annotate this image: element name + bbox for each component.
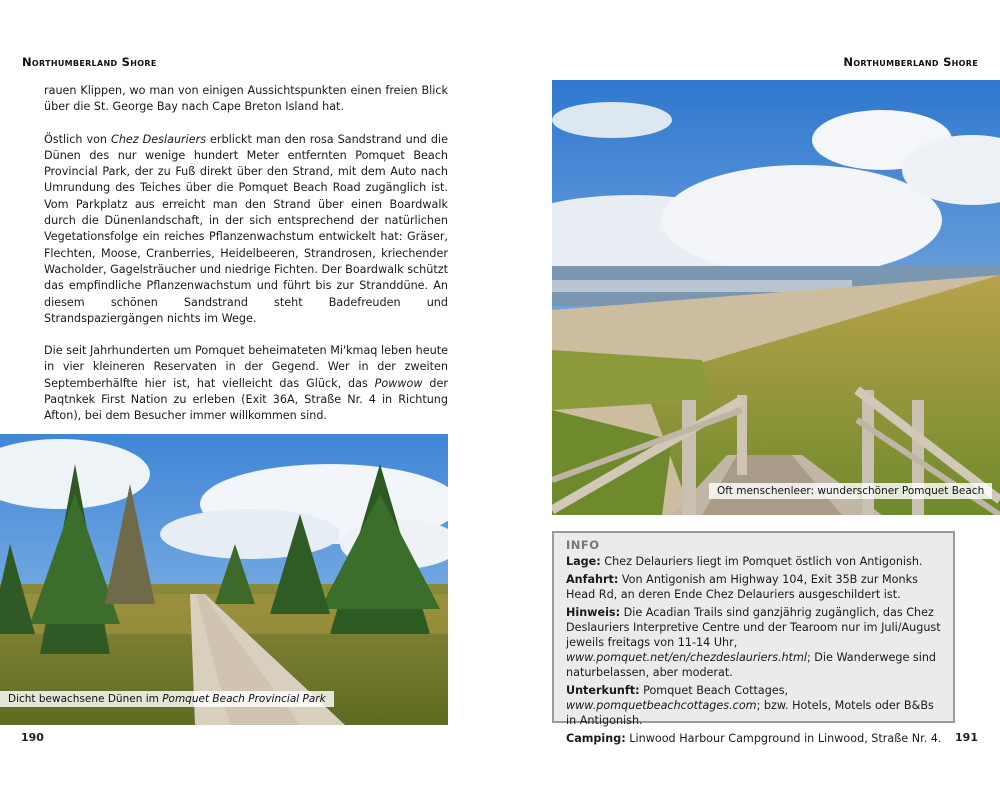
body-text xyxy=(44,83,448,441)
photo-dunes-boardwalk xyxy=(0,434,448,725)
pomquet-link[interactable]: www.pomquet.net/en/chezdeslauriers.html xyxy=(566,651,807,664)
info-anfahrt: Anfahrt: Von Antigonish am Highway 104, Exit 35B zur Monks Head Rd, an deren Ende Chez Delauriers ausgeschildert ist. xyxy=(566,573,918,601)
caption-beach: Oft menschenleer: wunderschöner Pomquet Beach xyxy=(709,483,992,499)
photo-pomquet-beach xyxy=(552,80,1000,515)
running-head-left: Northumberland Shore xyxy=(22,55,157,69)
info-title: INFO xyxy=(566,538,600,552)
info-camping: Camping: Linwood Harbour Campground in Linwood, Straße Nr. 4. xyxy=(566,732,942,745)
info-unterkunft: Unterkunft: Pomquet Beach Cottages, www.pomquetbeachcottages.com; bzw. Hotels, Motels oder B&Bs in Antigonish. xyxy=(566,684,934,727)
page-number-right: 191 xyxy=(955,731,978,744)
paragraph-1: rauen Klippen, wo man von einigen Aussichtspunkten einen freien Blick über die St. George Bay nach Cape Breton Island hat. xyxy=(44,84,448,114)
paragraph-3: Die seit Jahrhunderten um Pomquet beheimateten Mi'kmaq leben heute in vier kleineren Reservaten in der Gegend. Wer in der zweiten Septemberhälfte hier ist, hat vielleicht das Glück, das Powwow der Paqtnkek First Nation zu erleben (Exit 36A, Straße Nr. 4 in Richtung Afton), bei dem Besucher immer willkommen sind. xyxy=(44,344,449,423)
cottages-link[interactable]: www.pomquetbeachcottages.com xyxy=(566,699,757,712)
info-hinweis: Hinweis: Die Acadian Trails sind ganzjährig zugänglich, das Chez Deslauriers Interpretive Centre und der Tearoom nur im Juli/August jeweils freitags von 11-14 Uhr, www.pomquet.net/en/chezdeslauriers.html; Die Wanderwege sind naturbelassen, aber moderat. xyxy=(566,606,941,679)
paragraph-2: Östlich von Chez Deslauriers erblickt man den rosa Sandstrand und die Dünen des nur wenige hundert Meter entfernten Pomquet Beach Provincial Park, der zu Fuß direkt über den Strand, mit dem Auto nach Umrundung des Teiches über die Pomquet Beach Road zugänglich ist. Vom Parkplatz aus erreicht man den Strand über einen Boardwalk durch die Dünenlandschaft, in der sich entsprechend der natürlichen Vegetationsfolge ein reiches Pflanzenwachstum entwickelt hat: Gräser, Flechten, Moose, Cranberries, Heidelbeeren, Strandrosen, kriechender Wacholder, Gagelsträucher und niedrige Fichten. Der Boardwalk schützt das empfindliche Pflanzenwachstum und führt bis zur Stranddüne. An diesem schönen Sandstrand steht Badefreuden und Strandspaziergängen nichts im Wege. xyxy=(44,132,448,325)
info-lage: Lage: Chez Delauriers liegt im Pomquet östlich von Antigonish. xyxy=(566,555,923,568)
running-head-right: Northumberland Shore xyxy=(843,55,978,69)
page-number-left: 190 xyxy=(21,731,44,744)
info-box xyxy=(552,531,955,745)
caption-dunes: Dicht bewachsene Dünen im Pomquet Beach Provincial Park xyxy=(0,691,334,707)
